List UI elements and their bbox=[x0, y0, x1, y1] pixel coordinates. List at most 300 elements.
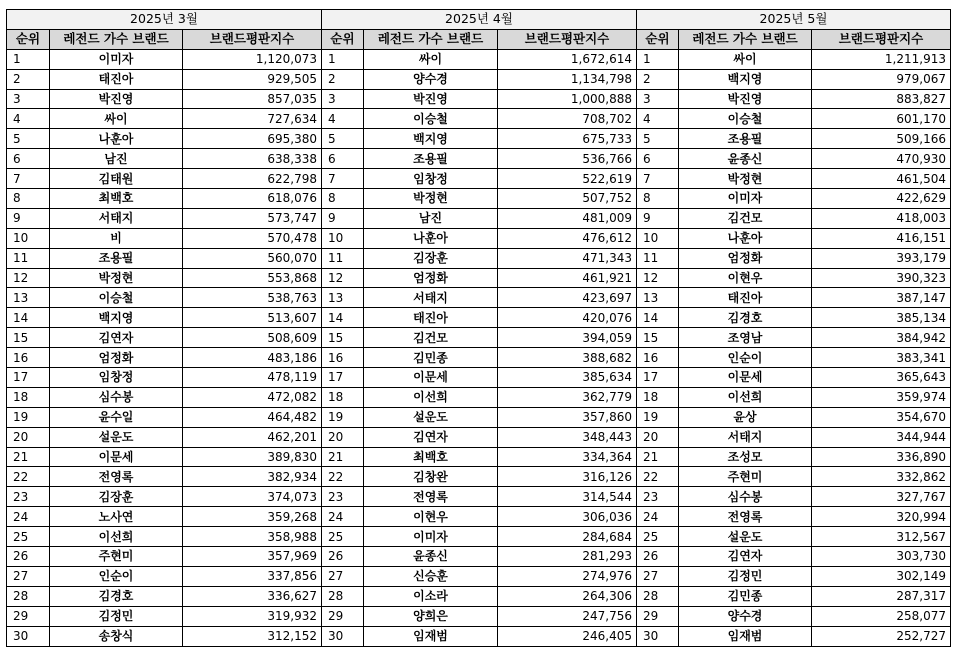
brand-index-cell: 394,059 bbox=[498, 328, 637, 348]
table-row bbox=[322, 427, 637, 447]
brand-index-cell: 365,643 bbox=[812, 368, 951, 388]
singer-name-cell: 이선희 bbox=[50, 527, 183, 547]
brand-index-cell: 422,629 bbox=[812, 189, 951, 209]
singer-name-cell: 김경호 bbox=[50, 586, 183, 606]
singer-name-cell: 김장훈 bbox=[364, 248, 498, 268]
rank-cell: 10 bbox=[7, 228, 50, 248]
table-row bbox=[7, 447, 322, 467]
rank-cell: 6 bbox=[322, 149, 364, 169]
singer-name-cell: 김민종 bbox=[679, 586, 812, 606]
brand-index-cell: 247,756 bbox=[498, 606, 637, 626]
singer-name-cell: 박정현 bbox=[679, 169, 812, 189]
rank-header: 순위 bbox=[322, 29, 364, 49]
singer-name-cell: 이승철 bbox=[679, 109, 812, 129]
table-row bbox=[322, 606, 637, 626]
brand-index-cell: 327,767 bbox=[812, 487, 951, 507]
singer-name-cell: 윤종신 bbox=[364, 547, 498, 567]
rank-cell: 8 bbox=[322, 189, 364, 209]
rank-cell: 23 bbox=[7, 487, 50, 507]
rank-cell: 16 bbox=[7, 348, 50, 368]
singer-name-cell: 이소라 bbox=[364, 586, 498, 606]
table-row bbox=[637, 208, 951, 228]
singer-name-cell: 박진영 bbox=[50, 89, 183, 109]
rank-cell: 11 bbox=[322, 248, 364, 268]
table-march bbox=[6, 9, 322, 647]
table-row bbox=[322, 89, 637, 109]
brand-index-cell: 383,341 bbox=[812, 348, 951, 368]
rank-cell: 7 bbox=[322, 169, 364, 189]
brand-index-cell: 319,932 bbox=[183, 606, 322, 626]
singer-name-cell: 남진 bbox=[364, 208, 498, 228]
table-row bbox=[637, 368, 951, 388]
singer-name-cell: 설운도 bbox=[364, 407, 498, 427]
table-row bbox=[7, 149, 322, 169]
table-row bbox=[7, 189, 322, 209]
rank-cell: 29 bbox=[7, 606, 50, 626]
rank-cell: 1 bbox=[322, 49, 364, 69]
rank-cell: 30 bbox=[322, 626, 364, 646]
table-row bbox=[7, 89, 322, 109]
singer-name-cell: 이미자 bbox=[364, 527, 498, 547]
rank-cell: 12 bbox=[322, 268, 364, 288]
table-row bbox=[637, 487, 951, 507]
brand-index-cell: 385,634 bbox=[498, 368, 637, 388]
table-row bbox=[637, 586, 951, 606]
singer-name-cell: 설운도 bbox=[679, 527, 812, 547]
singer-name-cell: 윤상 bbox=[679, 407, 812, 427]
brand-index-cell: 708,702 bbox=[498, 109, 637, 129]
rank-cell: 29 bbox=[637, 606, 679, 626]
brand-index-cell: 420,076 bbox=[498, 308, 637, 328]
brand-index-cell: 312,152 bbox=[183, 626, 322, 646]
brand-index-cell: 357,860 bbox=[498, 407, 637, 427]
brand-index-cell: 573,747 bbox=[183, 208, 322, 228]
brand-index-cell: 387,147 bbox=[812, 288, 951, 308]
brand-index-cell: 536,766 bbox=[498, 149, 637, 169]
table-row bbox=[637, 69, 951, 89]
rank-cell: 18 bbox=[637, 387, 679, 407]
table-row bbox=[7, 69, 322, 89]
brand-index-cell: 303,730 bbox=[812, 547, 951, 567]
brand-index-cell: 601,170 bbox=[812, 109, 951, 129]
singer-name-cell: 조영남 bbox=[679, 328, 812, 348]
rank-cell: 23 bbox=[322, 487, 364, 507]
table-row bbox=[7, 208, 322, 228]
rank-cell: 4 bbox=[637, 109, 679, 129]
table-row bbox=[637, 447, 951, 467]
rank-cell: 2 bbox=[7, 69, 50, 89]
rank-cell: 3 bbox=[637, 89, 679, 109]
singer-name-cell: 임재범 bbox=[364, 626, 498, 646]
singer-name-cell: 태진아 bbox=[50, 69, 183, 89]
rank-cell: 19 bbox=[322, 407, 364, 427]
brand-index-cell: 461,921 bbox=[498, 268, 637, 288]
singer-name-cell: 이문세 bbox=[679, 368, 812, 388]
rank-cell: 16 bbox=[637, 348, 679, 368]
singer-name-cell: 김정민 bbox=[679, 566, 812, 586]
brand-index-cell: 538,763 bbox=[183, 288, 322, 308]
table-row bbox=[637, 288, 951, 308]
month-title: 2025년 5월 bbox=[637, 10, 951, 30]
table-row bbox=[7, 228, 322, 248]
singer-name-cell: 태진아 bbox=[679, 288, 812, 308]
singer-name-cell: 싸이 bbox=[679, 49, 812, 69]
singer-name-cell: 전영록 bbox=[50, 467, 183, 487]
singer-name-cell: 최백호 bbox=[50, 189, 183, 209]
rank-cell: 26 bbox=[7, 547, 50, 567]
rank-cell: 14 bbox=[322, 308, 364, 328]
rank-cell: 11 bbox=[7, 248, 50, 268]
singer-name-cell: 이미자 bbox=[50, 49, 183, 69]
table-row bbox=[322, 149, 637, 169]
table-row bbox=[7, 427, 322, 447]
singer-name-cell: 조용필 bbox=[50, 248, 183, 268]
singer-name-cell: 조용필 bbox=[364, 149, 498, 169]
singer-name-cell: 이선희 bbox=[364, 387, 498, 407]
table-row bbox=[322, 387, 637, 407]
brand-index-cell: 416,151 bbox=[812, 228, 951, 248]
singer-name-cell: 이승철 bbox=[364, 109, 498, 129]
rank-cell: 20 bbox=[322, 427, 364, 447]
brand-index-cell: 483,186 bbox=[183, 348, 322, 368]
singer-name-cell: 인순이 bbox=[50, 566, 183, 586]
table-row bbox=[7, 368, 322, 388]
rank-cell: 12 bbox=[7, 268, 50, 288]
singer-name-cell: 인순이 bbox=[679, 348, 812, 368]
table-row bbox=[637, 248, 951, 268]
brand-index-cell: 384,942 bbox=[812, 328, 951, 348]
table-row bbox=[7, 328, 322, 348]
table-row bbox=[637, 189, 951, 209]
singer-name-cell: 이현우 bbox=[364, 507, 498, 527]
table-row bbox=[322, 487, 637, 507]
rank-cell: 4 bbox=[322, 109, 364, 129]
index-header: 브랜드평판지수 bbox=[812, 29, 951, 49]
table-row bbox=[322, 308, 637, 328]
table-row bbox=[322, 69, 637, 89]
brand-index-cell: 462,201 bbox=[183, 427, 322, 447]
rank-cell: 15 bbox=[7, 328, 50, 348]
table-row bbox=[7, 169, 322, 189]
table-row bbox=[322, 228, 637, 248]
singer-name-cell: 이문세 bbox=[50, 447, 183, 467]
brand-index-cell: 390,323 bbox=[812, 268, 951, 288]
singer-name-cell: 조용필 bbox=[679, 129, 812, 149]
table-row bbox=[7, 109, 322, 129]
singer-name-cell: 나훈아 bbox=[50, 129, 183, 149]
table-row bbox=[637, 566, 951, 586]
singer-name-cell: 양희은 bbox=[364, 606, 498, 626]
brand-index-cell: 857,035 bbox=[183, 89, 322, 109]
singer-name-cell: 이선희 bbox=[679, 387, 812, 407]
rank-cell: 25 bbox=[322, 527, 364, 547]
table-row bbox=[322, 507, 637, 527]
singer-name-cell: 엄정화 bbox=[50, 348, 183, 368]
table-row bbox=[637, 348, 951, 368]
brand-index-cell: 507,752 bbox=[498, 189, 637, 209]
singer-name-cell: 이문세 bbox=[364, 368, 498, 388]
brand-index-cell: 508,609 bbox=[183, 328, 322, 348]
brand-index-cell: 618,076 bbox=[183, 189, 322, 209]
singer-name-cell: 심수봉 bbox=[679, 487, 812, 507]
brand-index-cell: 675,733 bbox=[498, 129, 637, 149]
brand-index-cell: 344,944 bbox=[812, 427, 951, 447]
brand-index-cell: 883,827 bbox=[812, 89, 951, 109]
brand-index-cell: 622,798 bbox=[183, 169, 322, 189]
rank-cell: 1 bbox=[637, 49, 679, 69]
brand-index-cell: 374,073 bbox=[183, 487, 322, 507]
table-row bbox=[322, 268, 637, 288]
brand-index-cell: 1,000,888 bbox=[498, 89, 637, 109]
rank-cell: 21 bbox=[322, 447, 364, 467]
table-row bbox=[7, 387, 322, 407]
table-body bbox=[322, 49, 637, 646]
rank-cell: 29 bbox=[322, 606, 364, 626]
brand-index-cell: 357,969 bbox=[183, 547, 322, 567]
rank-cell: 19 bbox=[7, 407, 50, 427]
table-row bbox=[7, 348, 322, 368]
singer-name-cell: 조성모 bbox=[679, 447, 812, 467]
rank-cell: 17 bbox=[322, 368, 364, 388]
rank-cell: 9 bbox=[7, 208, 50, 228]
table-row bbox=[637, 427, 951, 447]
brand-index-cell: 354,670 bbox=[812, 407, 951, 427]
brand-index-cell: 389,830 bbox=[183, 447, 322, 467]
table-row bbox=[322, 208, 637, 228]
rank-cell: 18 bbox=[7, 387, 50, 407]
brand-index-cell: 570,478 bbox=[183, 228, 322, 248]
rank-cell: 4 bbox=[7, 109, 50, 129]
singer-name-cell: 김장훈 bbox=[50, 487, 183, 507]
brand-index-cell: 522,619 bbox=[498, 169, 637, 189]
table-row bbox=[637, 89, 951, 109]
table-row bbox=[637, 328, 951, 348]
rank-cell: 8 bbox=[7, 189, 50, 209]
table-row bbox=[7, 248, 322, 268]
brand-index-cell: 638,338 bbox=[183, 149, 322, 169]
brand-index-cell: 385,134 bbox=[812, 308, 951, 328]
singer-name-cell: 싸이 bbox=[364, 49, 498, 69]
brand-index-cell: 1,120,073 bbox=[183, 49, 322, 69]
rank-cell: 20 bbox=[7, 427, 50, 447]
table-row bbox=[322, 328, 637, 348]
rank-cell: 20 bbox=[637, 427, 679, 447]
brand-index-cell: 314,544 bbox=[498, 487, 637, 507]
singer-name-cell: 나훈아 bbox=[364, 228, 498, 248]
singer-name-cell: 심수봉 bbox=[50, 387, 183, 407]
table-row bbox=[7, 407, 322, 427]
table-row bbox=[637, 606, 951, 626]
table-row bbox=[637, 547, 951, 567]
table-row bbox=[7, 467, 322, 487]
rank-cell: 24 bbox=[637, 507, 679, 527]
singer-name-cell: 박진영 bbox=[679, 89, 812, 109]
index-header: 브랜드평판지수 bbox=[183, 29, 322, 49]
rank-cell: 19 bbox=[637, 407, 679, 427]
brand-index-cell: 509,166 bbox=[812, 129, 951, 149]
table-row bbox=[322, 527, 637, 547]
brand-index-cell: 316,126 bbox=[498, 467, 637, 487]
table-row bbox=[322, 248, 637, 268]
table-row bbox=[7, 527, 322, 547]
singer-name-cell: 양수경 bbox=[679, 606, 812, 626]
table-row bbox=[637, 268, 951, 288]
singer-name-cell: 신승훈 bbox=[364, 566, 498, 586]
brand-index-cell: 481,009 bbox=[498, 208, 637, 228]
table-row bbox=[322, 169, 637, 189]
singer-name-cell: 박진영 bbox=[364, 89, 498, 109]
brand-index-cell: 332,862 bbox=[812, 467, 951, 487]
rank-cell: 15 bbox=[637, 328, 679, 348]
brand-index-cell: 320,994 bbox=[812, 507, 951, 527]
rank-cell: 10 bbox=[322, 228, 364, 248]
table-row bbox=[7, 308, 322, 328]
table-may bbox=[636, 9, 951, 647]
rank-cell: 13 bbox=[7, 288, 50, 308]
rank-cell: 11 bbox=[637, 248, 679, 268]
brand-index-cell: 284,684 bbox=[498, 527, 637, 547]
table-row bbox=[7, 606, 322, 626]
rank-cell: 18 bbox=[322, 387, 364, 407]
brand-index-cell: 382,934 bbox=[183, 467, 322, 487]
brand-index-cell: 302,149 bbox=[812, 566, 951, 586]
table-row bbox=[7, 566, 322, 586]
singer-name-cell: 송창식 bbox=[50, 626, 183, 646]
singer-name-cell: 박정현 bbox=[50, 268, 183, 288]
rank-cell: 23 bbox=[637, 487, 679, 507]
table-row bbox=[637, 626, 951, 646]
brand-index-cell: 727,634 bbox=[183, 109, 322, 129]
table-row bbox=[322, 189, 637, 209]
singer-name-cell: 이미자 bbox=[679, 189, 812, 209]
rank-cell: 3 bbox=[7, 89, 50, 109]
rank-cell: 26 bbox=[322, 547, 364, 567]
table-row bbox=[322, 626, 637, 646]
table-row bbox=[322, 49, 637, 69]
rank-cell: 5 bbox=[322, 129, 364, 149]
singer-name-cell: 윤수일 bbox=[50, 407, 183, 427]
rank-cell: 13 bbox=[322, 288, 364, 308]
rank-cell: 22 bbox=[322, 467, 364, 487]
table-row bbox=[7, 49, 322, 69]
table-row bbox=[7, 268, 322, 288]
brand-index-cell: 362,779 bbox=[498, 387, 637, 407]
brand-index-cell: 476,612 bbox=[498, 228, 637, 248]
brand-index-cell: 470,930 bbox=[812, 149, 951, 169]
table-row bbox=[7, 487, 322, 507]
rank-cell: 24 bbox=[7, 507, 50, 527]
rank-cell: 2 bbox=[637, 69, 679, 89]
singer-name-cell: 싸이 bbox=[50, 109, 183, 129]
brand-index-cell: 258,077 bbox=[812, 606, 951, 626]
singer-name-cell: 임창정 bbox=[364, 169, 498, 189]
singer-name-cell: 김민종 bbox=[364, 348, 498, 368]
table-row bbox=[322, 547, 637, 567]
singer-name-cell: 백지영 bbox=[364, 129, 498, 149]
rank-cell: 24 bbox=[322, 507, 364, 527]
rank-cell: 14 bbox=[637, 308, 679, 328]
rank-cell: 28 bbox=[637, 586, 679, 606]
brand-index-cell: 252,727 bbox=[812, 626, 951, 646]
rank-cell: 9 bbox=[637, 208, 679, 228]
singer-name-cell: 김태원 bbox=[50, 169, 183, 189]
singer-name-cell: 김연자 bbox=[364, 427, 498, 447]
brand-index-cell: 464,482 bbox=[183, 407, 322, 427]
singer-name-cell: 비 bbox=[50, 228, 183, 248]
rank-cell: 21 bbox=[7, 447, 50, 467]
singer-name-cell: 김경호 bbox=[679, 308, 812, 328]
brand-index-cell: 246,405 bbox=[498, 626, 637, 646]
rank-cell: 25 bbox=[7, 527, 50, 547]
singer-name-cell: 주현미 bbox=[679, 467, 812, 487]
rank-cell: 5 bbox=[7, 129, 50, 149]
rank-cell: 5 bbox=[637, 129, 679, 149]
brand-header: 레전드 가수 브랜드 bbox=[679, 29, 812, 49]
singer-name-cell: 김연자 bbox=[50, 328, 183, 348]
table-body bbox=[637, 49, 951, 646]
brand-index-cell: 274,976 bbox=[498, 566, 637, 586]
rank-cell: 27 bbox=[637, 566, 679, 586]
brand-index-cell: 418,003 bbox=[812, 208, 951, 228]
table-row bbox=[7, 288, 322, 308]
rank-cell: 28 bbox=[322, 586, 364, 606]
brand-index-cell: 337,856 bbox=[183, 566, 322, 586]
brand-index-cell: 334,364 bbox=[498, 447, 637, 467]
singer-name-cell: 김정민 bbox=[50, 606, 183, 626]
table-row bbox=[637, 149, 951, 169]
rank-cell: 22 bbox=[637, 467, 679, 487]
rank-cell: 13 bbox=[637, 288, 679, 308]
singer-name-cell: 전영록 bbox=[679, 507, 812, 527]
singer-name-cell: 엄정화 bbox=[679, 248, 812, 268]
rank-cell: 7 bbox=[637, 169, 679, 189]
brand-index-cell: 695,380 bbox=[183, 129, 322, 149]
singer-name-cell: 최백호 bbox=[364, 447, 498, 467]
rank-cell: 17 bbox=[637, 368, 679, 388]
table-row bbox=[322, 109, 637, 129]
table-row bbox=[637, 467, 951, 487]
table-body bbox=[7, 49, 322, 646]
brand-index-cell: 513,607 bbox=[183, 308, 322, 328]
singer-name-cell: 전영록 bbox=[364, 487, 498, 507]
brand-header: 레전드 가수 브랜드 bbox=[50, 29, 183, 49]
table-row bbox=[322, 129, 637, 149]
singer-name-cell: 김창완 bbox=[364, 467, 498, 487]
singer-name-cell: 서태지 bbox=[50, 208, 183, 228]
rank-header: 순위 bbox=[7, 29, 50, 49]
singer-name-cell: 엄정화 bbox=[364, 268, 498, 288]
rank-cell: 21 bbox=[637, 447, 679, 467]
singer-name-cell: 서태지 bbox=[679, 427, 812, 447]
brand-index-cell: 359,974 bbox=[812, 387, 951, 407]
brand-index-cell: 359,268 bbox=[183, 507, 322, 527]
table-row bbox=[322, 368, 637, 388]
month-title: 2025년 3월 bbox=[7, 10, 322, 30]
rank-cell: 9 bbox=[322, 208, 364, 228]
brand-index-cell: 478,119 bbox=[183, 368, 322, 388]
table-row bbox=[637, 407, 951, 427]
table-row bbox=[637, 228, 951, 248]
brand-index-cell: 423,697 bbox=[498, 288, 637, 308]
brand-index-cell: 264,306 bbox=[498, 586, 637, 606]
rank-cell: 27 bbox=[7, 566, 50, 586]
singer-name-cell: 태진아 bbox=[364, 308, 498, 328]
brand-index-cell: 306,036 bbox=[498, 507, 637, 527]
table-row bbox=[637, 129, 951, 149]
table-row bbox=[322, 288, 637, 308]
table-row bbox=[637, 308, 951, 328]
table-april bbox=[321, 9, 637, 647]
